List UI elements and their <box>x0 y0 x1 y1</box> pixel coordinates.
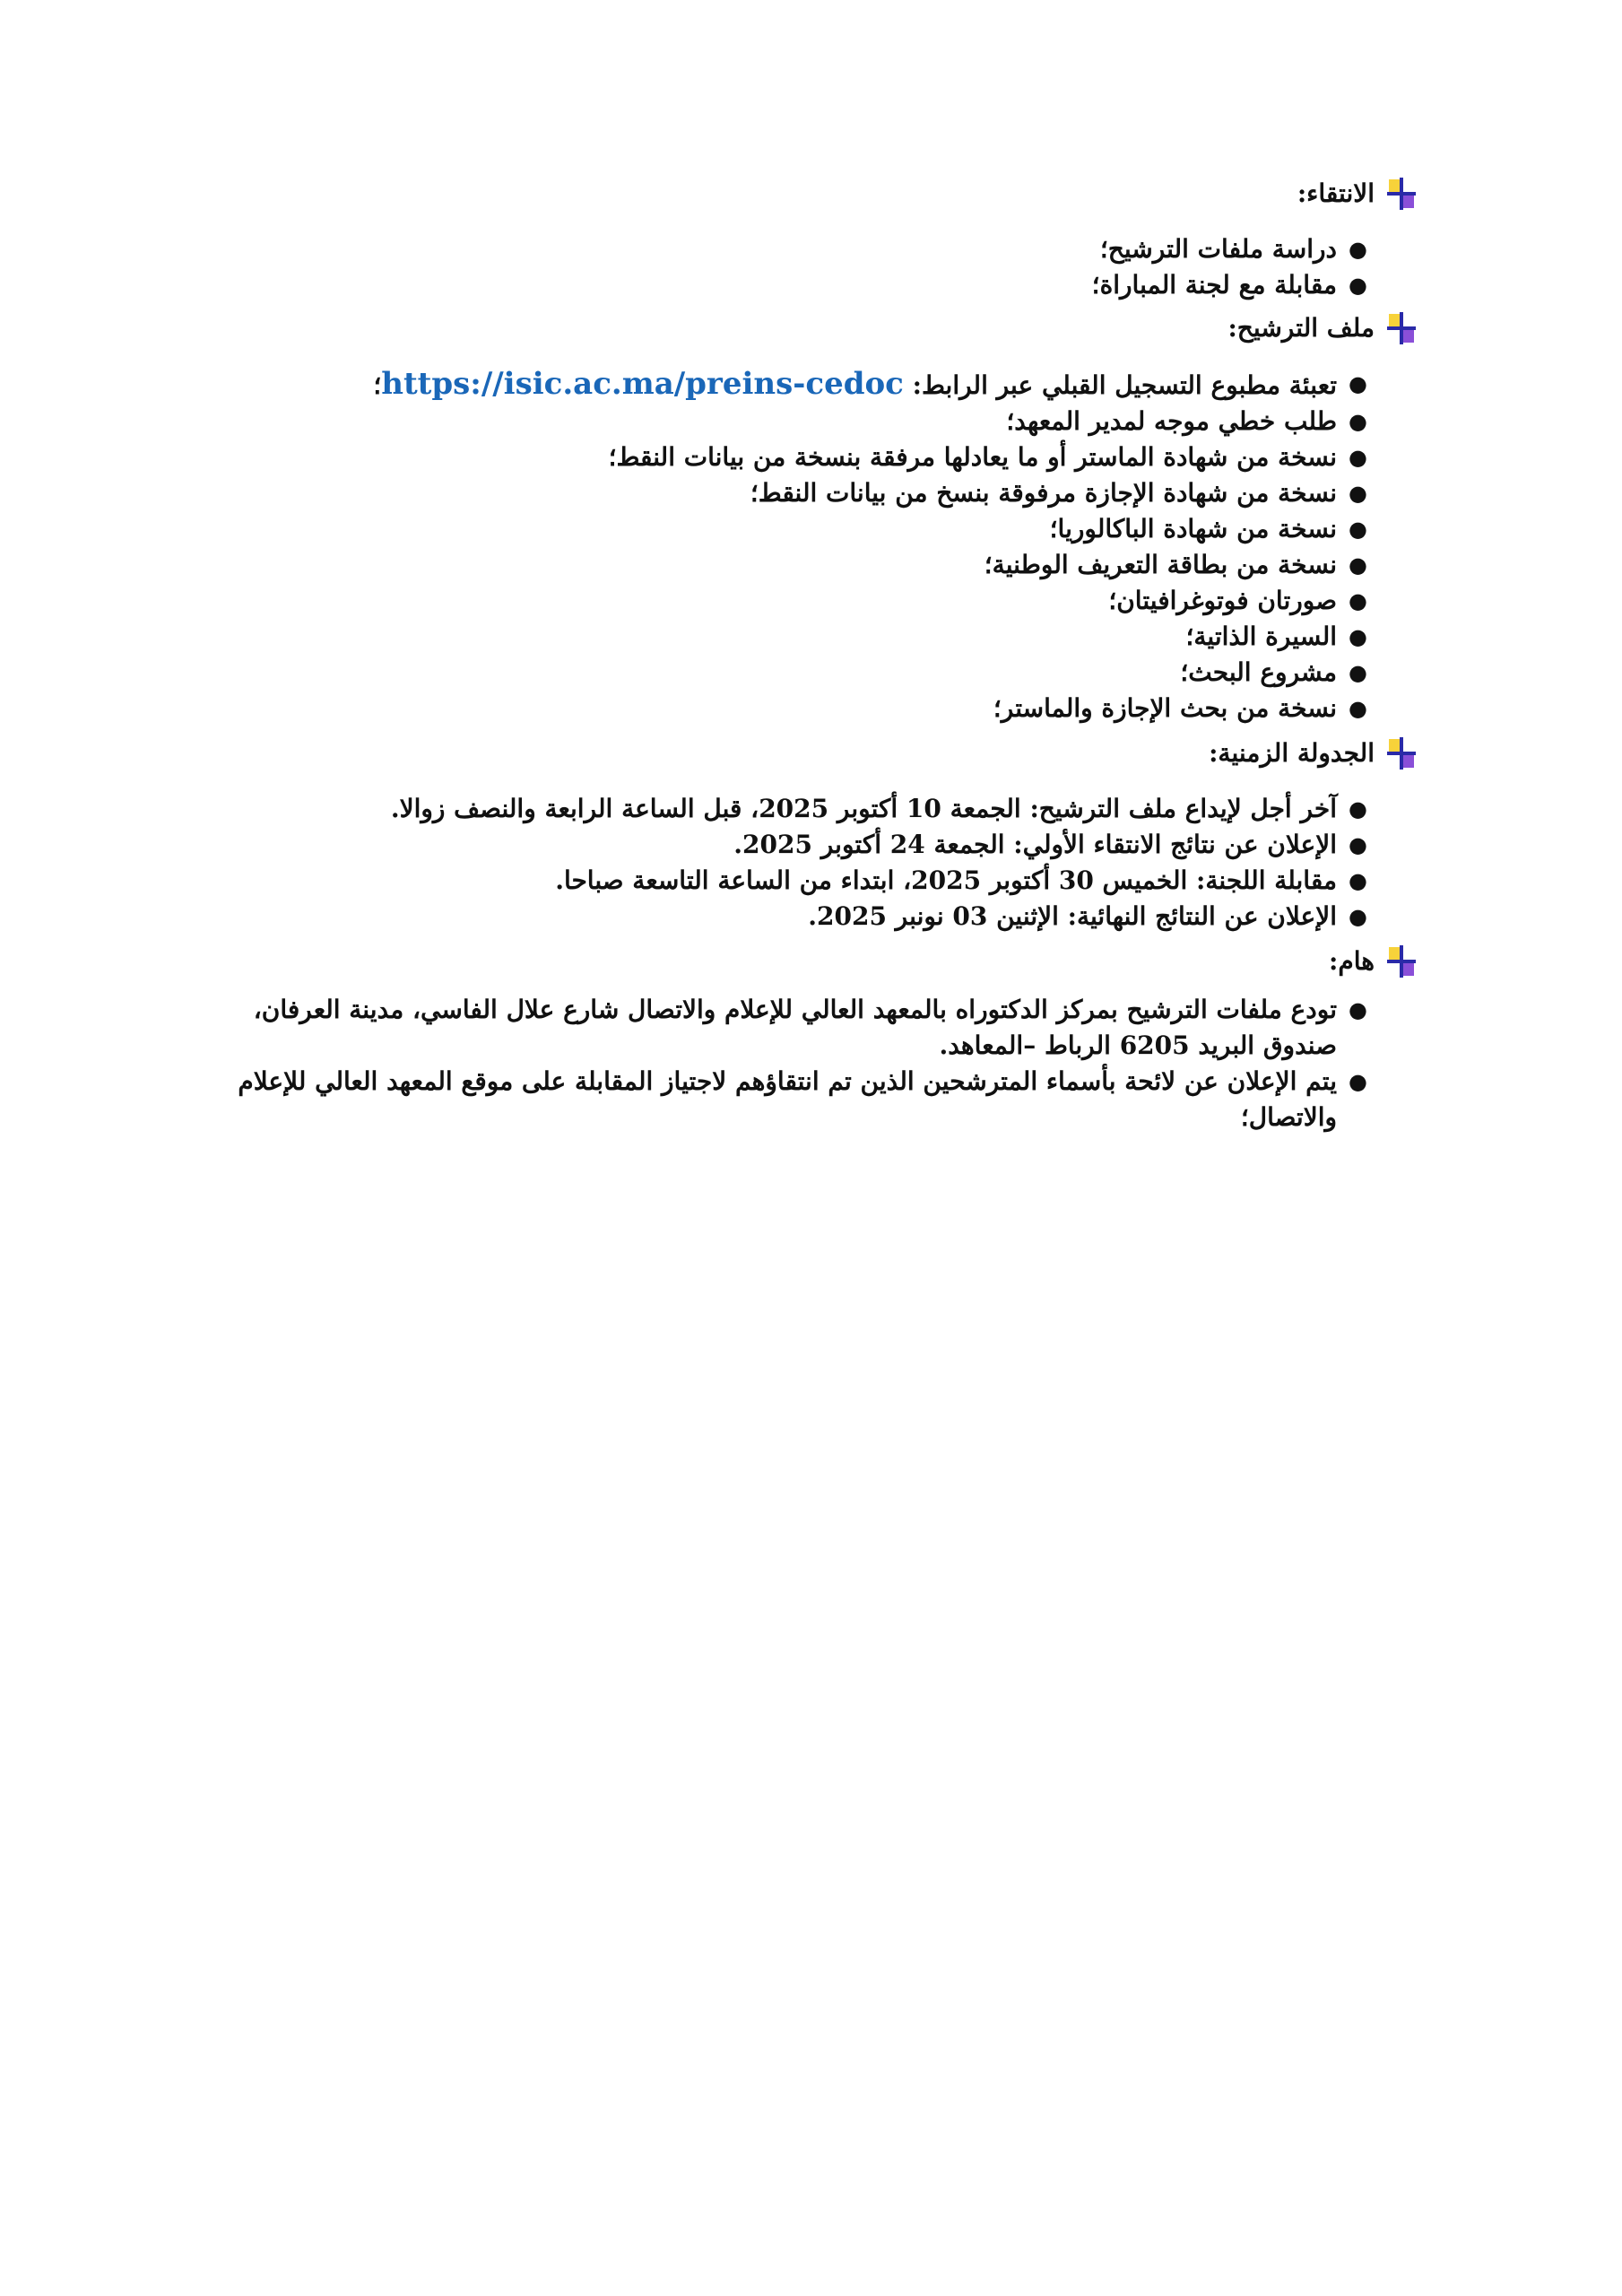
list-item: ● مقابلة مع لجنة المباراة؛ <box>1091 270 1367 300</box>
section-heading-text: الجدولة الزمنية: <box>1209 738 1375 768</box>
list-item: ● طلب خطي موجه لمدير المعهد؛ <box>1006 406 1367 436</box>
section-heading-text: هام: <box>1329 946 1375 976</box>
list-item: ● مقابلة اللجنة: الخميس 30 أكتوبر 2025، ابتداء من الساعة التاسعة صباحا. <box>555 865 1367 895</box>
schedule-list <box>197 791 1419 935</box>
document-page <box>197 176 1419 1135</box>
list-item: ● دراسة ملفات الترشيح؛ <box>1099 234 1367 264</box>
list-item: ● نسخة من بطاقة التعريف الوطنية؛ <box>984 550 1367 579</box>
list-item: ● يتم الإعلان عن لائحة بأسماء المترشحين الذين تم انتقاؤهم لاجتياز المقابلة على موقع المعهد العالي للإعلام والاتصال؛ <box>238 1066 1367 1132</box>
registration-link[interactable]: https://isic.ac.ma/preins-cedoc <box>381 366 904 402</box>
list-item: ● السيرة الذاتية؛ <box>1185 622 1367 651</box>
section-heading-text: ملف الترشيح: <box>1227 313 1375 343</box>
list-item: ● تودع ملفات الترشيح بمركز الدكتوراه بالمعهد العالي للإعلام والاتصال شارع علال الفاسي، مدينة العرفان، صندوق البريد 6205 الرباط –المعاهد. <box>253 995 1367 1060</box>
section-heading-important <box>197 944 1419 979</box>
list-item: ● نسخة من شهادة الماستر أو ما يعادلها مرفقة بنسخة من بيانات النقط؛ <box>608 442 1367 472</box>
plus-marker-icon <box>1383 735 1419 771</box>
list-item: ● آخر أجل لإيداع ملف الترشيح: الجمعة 10 أكتوبر 2025، قبل الساعة الرابعة والنصف زوالا. <box>390 794 1367 823</box>
list-item: ● نسخة من شهادة الإجازة مرفوقة بنسخ من بيانات النقط؛ <box>750 478 1367 508</box>
list-item: ● نسخة من شهادة الباكالوريا؛ <box>1049 514 1367 544</box>
selection-list <box>197 231 1419 303</box>
section-heading-text: الانتقاء: <box>1297 178 1375 208</box>
section-heading-schedule <box>197 735 1419 771</box>
application-file-list <box>197 366 1419 726</box>
plus-marker-icon <box>1383 310 1419 346</box>
section-heading-selection <box>197 176 1419 212</box>
list-item-registration-link: ● تعبئة مطبوع التسجيل القبلي عبر الرابط: https://isic.ac.ma/preins-cedoc؛ <box>373 366 1367 402</box>
list-item: ● الإعلان عن نتائج الانتقاء الأولي: الجمعة 24 أكتوبر 2025. <box>733 830 1367 859</box>
list-item: ● مشروع البحث؛ <box>1180 657 1367 687</box>
plus-marker-icon <box>1383 944 1419 979</box>
section-heading-application-file <box>197 310 1419 346</box>
list-item: ● الإعلان عن النتائج النهائية: الإثنين 03 نونبر 2025. <box>808 901 1367 931</box>
plus-marker-icon <box>1383 176 1419 212</box>
list-item: ● صورتان فوتوغرافيتان؛ <box>1108 586 1367 615</box>
important-list <box>197 992 1419 1135</box>
list-item: ● نسخة من بحث الإجازة والماستر؛ <box>993 693 1367 723</box>
